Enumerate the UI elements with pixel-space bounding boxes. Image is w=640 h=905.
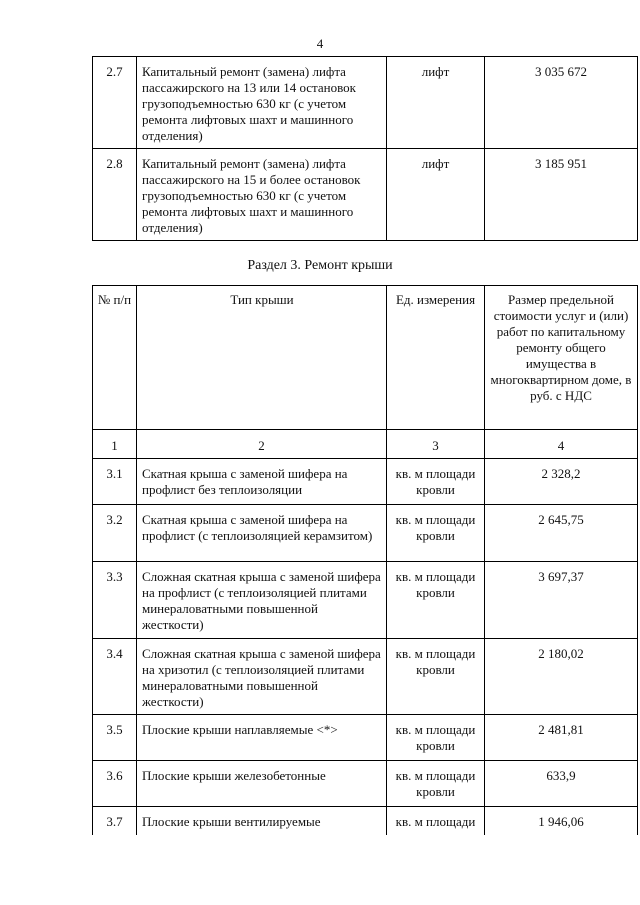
row-value: 2 180,02 <box>485 639 638 715</box>
row-value: 633,9 <box>485 761 638 807</box>
header-max-cost: Размер предельной стоимости услуг и (или) работ по капитальному ремонту общего имущества в многоквартирном доме, в руб. с НДС <box>485 286 638 430</box>
table-row <box>93 715 638 761</box>
column-index: 1 <box>93 430 137 459</box>
row-number: 3.5 <box>93 715 137 761</box>
column-index: 3 <box>387 430 485 459</box>
row-unit: кв. м площади кровли <box>387 505 485 562</box>
row-unit: кв. м площади кровли <box>387 715 485 761</box>
row-unit: кв. м площади кровли <box>387 761 485 807</box>
row-number: 2.8 <box>93 149 137 241</box>
row-description: Плоские крыши железобетонные <box>137 761 387 807</box>
column-index: 2 <box>137 430 387 459</box>
row-value: 3 697,37 <box>485 562 638 639</box>
row-description: Скатная крыша с заменой шифера на профлист (с теплоизоляцией керамзитом) <box>137 505 387 562</box>
row-number: 3.7 <box>93 807 137 835</box>
row-number: 3.4 <box>93 639 137 715</box>
row-description: Сложная скатная крыша с заменой шифера на хризотил (с теплоизоляцией плитами минераловатными повышенной жесткости) <box>137 639 387 715</box>
row-unit: кв. м площади кровли <box>387 562 485 639</box>
row-unit: кв. м площади кровли <box>387 639 485 715</box>
row-value: 3 185 951 <box>485 149 638 241</box>
row-description: Плоские крыши вентилируемые <box>137 807 387 835</box>
header-unit: Ед. измерения <box>387 286 485 430</box>
row-value: 2 481,81 <box>485 715 638 761</box>
row-unit: лифт <box>387 57 485 149</box>
section-title: Раздел 3. Ремонт крыши <box>247 258 393 273</box>
row-unit: кв. м площади <box>387 807 485 835</box>
table-row <box>93 149 638 241</box>
row-description: Скатная крыша с заменой шифера на профлист без теплоизоляции <box>137 459 387 505</box>
table-row <box>93 505 638 562</box>
elevator-table <box>92 56 638 241</box>
page-number: 4 <box>316 36 324 51</box>
roof-repair-table <box>92 285 638 835</box>
table-header <box>93 286 638 430</box>
table-row <box>93 761 638 807</box>
row-description: Капитальный ремонт (замена) лифта пассажирского на 13 или 14 остановок грузоподъемностью 630 кг (с учетом ремонта лифтовых шахт и машинного отделения) <box>137 57 387 149</box>
table-row <box>93 639 638 715</box>
row-number: 3.1 <box>93 459 137 505</box>
header-number: № п/п <box>93 286 137 430</box>
column-index-row <box>93 430 638 459</box>
row-number: 3.6 <box>93 761 137 807</box>
table-row <box>93 807 638 835</box>
column-index: 4 <box>485 430 638 459</box>
row-number: 3.3 <box>93 562 137 639</box>
row-value: 1 946,06 <box>485 807 638 835</box>
header-roof-type: Тип крыши <box>137 286 387 430</box>
row-value: 2 645,75 <box>485 505 638 562</box>
table-row <box>93 57 638 149</box>
row-unit: лифт <box>387 149 485 241</box>
row-description: Плоские крыши наплавляемые <*> <box>137 715 387 761</box>
row-description: Сложная скатная крыша с заменой шифера на профлист (с теплоизоляцией плитами минераловатными повышенной жесткости) <box>137 562 387 639</box>
row-number: 2.7 <box>93 57 137 149</box>
row-value: 3 035 672 <box>485 57 638 149</box>
table-row <box>93 562 638 639</box>
row-number: 3.2 <box>93 505 137 562</box>
row-unit: кв. м площади кровли <box>387 459 485 505</box>
row-description: Капитальный ремонт (замена) лифта пассажирского на 15 и более остановок грузоподъемностью 630 кг (с учетом ремонта лифтовых шахт и машинного отделения) <box>137 149 387 241</box>
table-row <box>93 459 638 505</box>
row-value: 2 328,2 <box>485 459 638 505</box>
